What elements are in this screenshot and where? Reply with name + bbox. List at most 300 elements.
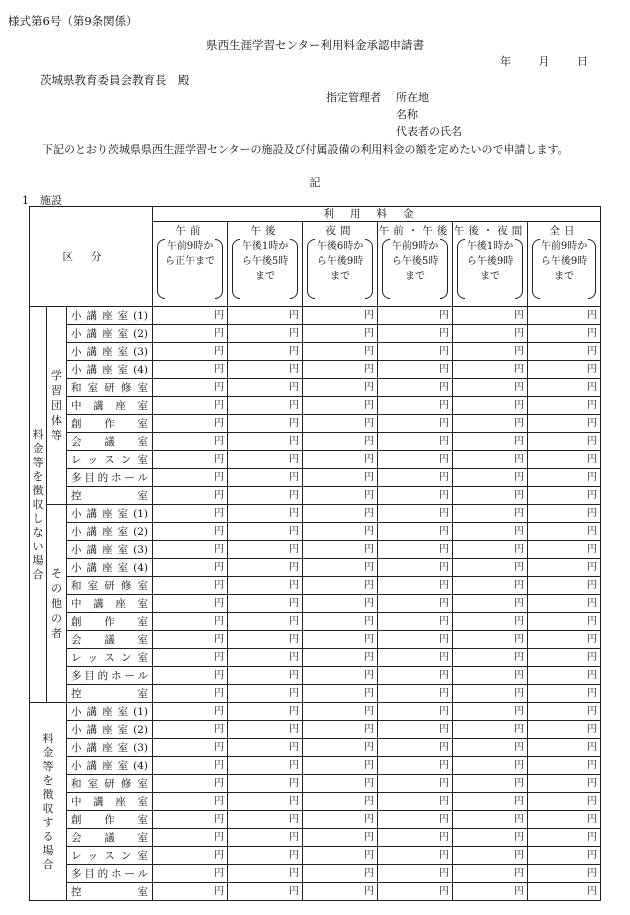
table-row	[30, 343, 601, 361]
fee-cell[interactable]: 円	[528, 469, 601, 487]
fee-cell[interactable]: 円	[528, 505, 601, 523]
fee-cell[interactable]: 円	[153, 667, 228, 685]
fee-cell[interactable]: 円	[303, 577, 378, 595]
room-name: 小講座室(4)	[67, 559, 153, 577]
fee-cell[interactable]: 円	[528, 577, 601, 595]
fee-cell[interactable]: 円	[228, 739, 303, 757]
fee-cell[interactable]: 円	[153, 415, 228, 433]
fee-cell[interactable]: 円	[153, 865, 228, 883]
fee-cell[interactable]: 円	[453, 649, 528, 667]
room-name: 多目的ホール	[67, 469, 153, 487]
table-row	[30, 523, 601, 541]
applicant-name-label: 名称	[396, 108, 418, 121]
fee-cell[interactable]: 円	[528, 433, 601, 451]
table-row	[30, 775, 601, 793]
fee-cell[interactable]: 円	[153, 433, 228, 451]
fee-cell[interactable]: 円	[153, 811, 228, 829]
table-row	[30, 793, 601, 811]
fee-cell[interactable]: 円	[378, 397, 453, 415]
group-label-fee	[30, 703, 67, 901]
fee-cell[interactable]: 円	[303, 793, 378, 811]
subgroup-label-nofee-other	[47, 505, 67, 703]
applicant-representative-label: 代表者の氏名	[396, 125, 462, 138]
fee-cell[interactable]: 円	[378, 613, 453, 631]
fee-cell[interactable]: 円	[453, 397, 528, 415]
fee-cell[interactable]: 円	[528, 739, 601, 757]
fee-cell[interactable]: 円	[228, 577, 303, 595]
fee-cell[interactable]: 円	[153, 775, 228, 793]
table-row	[30, 685, 601, 703]
table-row	[30, 595, 601, 613]
fee-cell[interactable]: 円	[453, 865, 528, 883]
fee-cell[interactable]: 円	[228, 595, 303, 613]
fee-cell[interactable]: 円	[378, 505, 453, 523]
table-row	[30, 451, 601, 469]
fee-cell[interactable]: 円	[453, 469, 528, 487]
fee-cell[interactable]: 円	[228, 721, 303, 739]
fee-cell[interactable]: 円	[228, 523, 303, 541]
table-row	[30, 577, 601, 595]
fee-cell[interactable]: 円	[228, 541, 303, 559]
fee-cell[interactable]: 円	[153, 541, 228, 559]
table-row	[30, 487, 601, 505]
room-name: 和室研修室	[67, 775, 153, 793]
fee-cell[interactable]: 円	[303, 847, 378, 865]
table-row	[30, 739, 601, 757]
period-name: 午後・夜間	[453, 225, 527, 237]
fee-cell[interactable]: 円	[453, 703, 528, 721]
fee-cell[interactable]: 円	[453, 775, 528, 793]
room-name: 和室研修室	[67, 379, 153, 397]
fee-cell[interactable]: 円	[153, 577, 228, 595]
fee-cell[interactable]: 円	[528, 883, 601, 901]
fee-cell[interactable]: 円	[153, 559, 228, 577]
fee-cell[interactable]: 円	[303, 775, 378, 793]
fee-cell[interactable]: 円	[528, 325, 601, 343]
fee-cell[interactable]: 円	[303, 361, 378, 379]
fee-cell[interactable]: 円	[528, 523, 601, 541]
fee-cell[interactable]: 円	[453, 505, 528, 523]
fee-cell[interactable]: 円	[378, 325, 453, 343]
fee-cell[interactable]: 円	[228, 361, 303, 379]
period-time-range: 午前9時から午後9時まで	[532, 239, 596, 299]
table-row	[30, 667, 601, 685]
fee-cell[interactable]: 円	[528, 487, 601, 505]
table-row	[30, 307, 601, 325]
fee-cell[interactable]: 円	[153, 523, 228, 541]
fee-cell[interactable]: 円	[153, 325, 228, 343]
room-name: 小講座室(1)	[67, 307, 153, 325]
period-time-range: 午後1時から午後5時まで	[232, 239, 298, 299]
fee-cell[interactable]: 円	[453, 613, 528, 631]
group-label-no-fee	[30, 307, 47, 703]
fee-cell[interactable]: 円	[303, 703, 378, 721]
fee-cell[interactable]: 円	[453, 685, 528, 703]
fee-cell[interactable]: 円	[303, 487, 378, 505]
fee-cell[interactable]: 円	[228, 559, 303, 577]
table-row	[30, 631, 601, 649]
fee-cell[interactable]: 円	[453, 667, 528, 685]
fee-cell[interactable]: 円	[378, 739, 453, 757]
fee-cell[interactable]: 円	[378, 451, 453, 469]
fee-cell[interactable]: 円	[303, 469, 378, 487]
room-name: 会議室	[67, 829, 153, 847]
fee-cell[interactable]: 円	[378, 703, 453, 721]
fee-cell[interactable]: 円	[228, 631, 303, 649]
fee-cell[interactable]: 円	[153, 487, 228, 505]
fee-cell[interactable]: 円	[453, 811, 528, 829]
fee-cell[interactable]: 円	[453, 757, 528, 775]
fee-cell[interactable]: 円	[378, 577, 453, 595]
date-day: 日	[577, 55, 588, 68]
fee-cell[interactable]: 円	[153, 649, 228, 667]
fee-cell[interactable]: 円	[303, 379, 378, 397]
fee-cell[interactable]: 円	[303, 667, 378, 685]
room-name: 控室	[67, 883, 153, 901]
fee-cell[interactable]: 円	[153, 361, 228, 379]
fee-cell[interactable]: 円	[453, 631, 528, 649]
subgroup-label-nofee-learning-text: 学習団体等	[51, 369, 62, 442]
fee-cell[interactable]: 円	[378, 487, 453, 505]
room-name: 控室	[67, 685, 153, 703]
fee-cell[interactable]: 円	[303, 685, 378, 703]
fee-cell[interactable]: 円	[153, 451, 228, 469]
fee-cell[interactable]: 円	[303, 541, 378, 559]
table-row	[30, 757, 601, 775]
room-name: 多目的ホール	[67, 667, 153, 685]
fee-cell[interactable]: 円	[378, 631, 453, 649]
table-row	[30, 541, 601, 559]
fee-cell[interactable]: 円	[303, 721, 378, 739]
fee-cell[interactable]: 円	[453, 523, 528, 541]
room-name: 小講座室(3)	[67, 343, 153, 361]
fee-cell[interactable]: 円	[153, 685, 228, 703]
fee-cell[interactable]: 円	[228, 613, 303, 631]
fee-cell[interactable]: 円	[378, 307, 453, 325]
fee-cell[interactable]: 円	[453, 343, 528, 361]
table-row	[30, 883, 601, 901]
period-header-1	[153, 222, 228, 307]
fee-cell[interactable]: 円	[453, 541, 528, 559]
fee-cell[interactable]: 円	[528, 829, 601, 847]
fee-cell[interactable]: 円	[228, 451, 303, 469]
period-name: 午後	[250, 225, 280, 237]
fee-cell[interactable]: 円	[228, 847, 303, 865]
category-header: 区分	[30, 207, 153, 307]
fee-cell[interactable]: 円	[228, 775, 303, 793]
fee-cell[interactable]: 円	[303, 307, 378, 325]
fee-cell[interactable]: 円	[153, 739, 228, 757]
fee-cell[interactable]: 円	[378, 721, 453, 739]
fee-cell[interactable]: 円	[228, 487, 303, 505]
fee-cell[interactable]: 円	[303, 451, 378, 469]
fee-cell[interactable]: 円	[153, 847, 228, 865]
fee-cell[interactable]: 円	[528, 721, 601, 739]
fee-cell[interactable]: 円	[228, 703, 303, 721]
subgroup-label-nofee-learning	[47, 307, 67, 505]
fee-cell[interactable]: 円	[453, 847, 528, 865]
fee-cell[interactable]: 円	[228, 379, 303, 397]
fee-cell[interactable]: 円	[228, 343, 303, 361]
room-name: 小講座室(2)	[67, 721, 153, 739]
fee-cell[interactable]: 円	[378, 343, 453, 361]
fee-cell[interactable]: 円	[453, 451, 528, 469]
fee-cell[interactable]: 円	[378, 559, 453, 577]
fee-table	[29, 206, 601, 901]
period-time-range: 午後1時から午後9時まで	[457, 239, 523, 299]
fee-cell[interactable]: 円	[528, 343, 601, 361]
fee-cell[interactable]: 円	[453, 487, 528, 505]
fee-cell[interactable]: 円	[378, 847, 453, 865]
fee-cell[interactable]: 円	[228, 469, 303, 487]
room-name: 小講座室(4)	[67, 361, 153, 379]
table-row	[30, 325, 601, 343]
fee-cell[interactable]: 円	[453, 595, 528, 613]
fee-cell[interactable]: 円	[453, 361, 528, 379]
period-time-range: 午前9時から午後5時まで	[382, 239, 448, 299]
fee-cell[interactable]: 円	[228, 829, 303, 847]
fee-cell[interactable]: 円	[378, 379, 453, 397]
fee-cell[interactable]: 円	[153, 793, 228, 811]
fee-cell[interactable]: 円	[528, 595, 601, 613]
date-month: 月	[538, 55, 550, 68]
fee-cell[interactable]: 円	[228, 793, 303, 811]
applicant-label: 指定管理者	[326, 91, 381, 104]
fee-cell[interactable]: 円	[228, 415, 303, 433]
room-name: 小講座室(2)	[67, 325, 153, 343]
fee-cell[interactable]: 円	[453, 559, 528, 577]
fee-cell[interactable]: 円	[528, 667, 601, 685]
fee-cell[interactable]: 円	[453, 415, 528, 433]
fee-cell[interactable]: 円	[228, 865, 303, 883]
fee-cell[interactable]: 円	[453, 433, 528, 451]
fee-cell[interactable]: 円	[303, 559, 378, 577]
table-row	[30, 703, 601, 721]
room-name: 中講座室	[67, 595, 153, 613]
fee-cell[interactable]: 円	[153, 379, 228, 397]
fee-cell[interactable]: 円	[303, 505, 378, 523]
fee-cell[interactable]: 円	[303, 829, 378, 847]
table-row	[30, 865, 601, 883]
room-name: レッスン室	[67, 451, 153, 469]
fee-cell[interactable]: 円	[378, 757, 453, 775]
fee-cell[interactable]: 円	[228, 307, 303, 325]
period-time-range: 午前9時から正午まで	[157, 239, 223, 299]
fee-cell[interactable]: 円	[453, 307, 528, 325]
fee-cell[interactable]: 円	[453, 793, 528, 811]
room-name: 小講座室(1)	[67, 505, 153, 523]
fee-cell[interactable]: 円	[303, 343, 378, 361]
group-label-fee-text: 料金等を徴収する場合	[42, 731, 54, 871]
fee-cell[interactable]: 円	[303, 415, 378, 433]
fee-cell[interactable]: 円	[228, 667, 303, 685]
table-row	[30, 829, 601, 847]
fee-cell[interactable]: 円	[153, 829, 228, 847]
fee-cell[interactable]: 円	[303, 523, 378, 541]
fee-cell[interactable]: 円	[153, 397, 228, 415]
fee-cell[interactable]: 円	[528, 775, 601, 793]
fee-cell[interactable]: 円	[303, 739, 378, 757]
fee-cell[interactable]: 円	[378, 649, 453, 667]
fee-cell[interactable]: 円	[303, 811, 378, 829]
room-name: 創作室	[67, 613, 153, 631]
room-name: 小講座室(1)	[67, 703, 153, 721]
fee-cell[interactable]: 円	[153, 307, 228, 325]
fee-cell[interactable]: 円	[528, 559, 601, 577]
period-name: 午前・午後	[378, 225, 452, 237]
fee-table-body	[30, 207, 601, 901]
fee-cell[interactable]: 円	[303, 649, 378, 667]
period-header-3	[303, 222, 378, 307]
room-name: レッスン室	[67, 649, 153, 667]
fee-cell[interactable]: 円	[303, 613, 378, 631]
room-name: 創作室	[67, 811, 153, 829]
period-header-2	[228, 222, 303, 307]
table-row	[30, 649, 601, 667]
fee-cell[interactable]: 円	[153, 595, 228, 613]
table-row	[30, 469, 601, 487]
table-row	[30, 361, 601, 379]
table-row	[30, 433, 601, 451]
fee-cell[interactable]: 円	[528, 307, 601, 325]
form-number: 様式第6号（第9条関係）	[8, 14, 138, 28]
fee-cell[interactable]: 円	[153, 883, 228, 901]
fee-cell[interactable]: 円	[228, 883, 303, 901]
table-row	[30, 721, 601, 739]
fee-cell[interactable]: 円	[378, 433, 453, 451]
fee-cell[interactable]: 円	[528, 397, 601, 415]
period-name: 午前	[175, 225, 205, 237]
fee-cell[interactable]: 円	[528, 649, 601, 667]
fee-cell[interactable]: 円	[528, 703, 601, 721]
fee-cell[interactable]: 円	[453, 325, 528, 343]
fee-cell[interactable]: 円	[378, 667, 453, 685]
fee-cell[interactable]: 円	[303, 595, 378, 613]
fee-cell[interactable]: 円	[303, 757, 378, 775]
fee-cell[interactable]: 円	[528, 847, 601, 865]
fee-cell[interactable]: 円	[528, 613, 601, 631]
fee-cell[interactable]: 円	[303, 433, 378, 451]
fee-cell[interactable]: 円	[378, 415, 453, 433]
fee-cell[interactable]: 円	[528, 811, 601, 829]
fee-cell[interactable]: 円	[378, 361, 453, 379]
applicant-address-label: 所在地	[396, 91, 429, 104]
fee-cell[interactable]: 円	[378, 775, 453, 793]
room-name: 中講座室	[67, 793, 153, 811]
fee-cell[interactable]: 円	[153, 613, 228, 631]
fee-cell[interactable]: 円	[528, 415, 601, 433]
document-title: 県西生涯学習センター利用料金承認申請書	[205, 38, 425, 52]
fee-cell[interactable]: 円	[528, 631, 601, 649]
room-name: 和室研修室	[67, 577, 153, 595]
addressee: 茨城県教育委員会教育長 殿	[40, 73, 190, 87]
fee-cell[interactable]: 円	[453, 721, 528, 739]
fee-cell[interactable]: 円	[378, 865, 453, 883]
room-name: 創作室	[67, 415, 153, 433]
fee-cell[interactable]: 円	[453, 577, 528, 595]
fee-cell[interactable]: 円	[378, 595, 453, 613]
fee-cell[interactable]: 円	[453, 829, 528, 847]
fee-cell[interactable]: 円	[228, 325, 303, 343]
table-row	[30, 613, 601, 631]
fee-cell[interactable]: 円	[528, 685, 601, 703]
fee-cell[interactable]: 円	[153, 469, 228, 487]
period-header-6	[528, 222, 601, 307]
fee-cell[interactable]: 円	[303, 397, 378, 415]
subgroup-label-nofee-other-text: その他の者	[51, 567, 62, 640]
fee-cell[interactable]: 円	[228, 811, 303, 829]
section-heading: 1 施設	[22, 194, 62, 207]
fee-cell[interactable]: 円	[453, 883, 528, 901]
fee-cell[interactable]: 円	[378, 469, 453, 487]
period-name: 全日	[549, 225, 579, 237]
body-text: 下記のとおり茨城県県西生涯学習センターの施設及び付属設備の利用料金の額を定めたいので申請します。	[42, 143, 569, 156]
fee-cell[interactable]: 円	[453, 379, 528, 397]
fee-cell[interactable]: 円	[303, 883, 378, 901]
fee-cell[interactable]: 円	[303, 865, 378, 883]
fee-cell[interactable]: 円	[228, 433, 303, 451]
fee-cell[interactable]: 円	[528, 451, 601, 469]
fee-cell[interactable]: 円	[153, 721, 228, 739]
fee-cell[interactable]: 円	[378, 883, 453, 901]
fee-cell[interactable]: 円	[378, 685, 453, 703]
fee-cell[interactable]: 円	[528, 541, 601, 559]
fee-cell[interactable]: 円	[378, 541, 453, 559]
group-label-no-fee-text: 料金等を徴収しない場合	[32, 427, 44, 581]
fee-cell[interactable]: 円	[378, 523, 453, 541]
period-time-range: 午後6時から午後9時まで	[307, 239, 373, 299]
room-name: 控室	[67, 487, 153, 505]
period-name: 夜間	[325, 225, 355, 237]
fee-cell[interactable]: 円	[153, 703, 228, 721]
table-row	[30, 505, 601, 523]
fee-cell[interactable]: 円	[303, 631, 378, 649]
room-name: 小講座室(3)	[67, 739, 153, 757]
fee-cell[interactable]: 円	[153, 631, 228, 649]
period-header-4	[378, 222, 453, 307]
table-row	[30, 379, 601, 397]
fee-cell[interactable]: 円	[528, 757, 601, 775]
fee-cell[interactable]: 円	[378, 829, 453, 847]
room-name: レッスン室	[67, 847, 153, 865]
fee-cell[interactable]: 円	[528, 361, 601, 379]
date-line	[476, 55, 588, 69]
fee-cell[interactable]: 円	[228, 649, 303, 667]
ki-marker: 記	[309, 176, 321, 189]
fee-cell[interactable]: 円	[528, 865, 601, 883]
period-header-5	[453, 222, 528, 307]
fee-cell[interactable]: 円	[228, 397, 303, 415]
fee-cell[interactable]: 円	[528, 379, 601, 397]
fee-cell[interactable]: 円	[228, 757, 303, 775]
fee-cell[interactable]: 円	[153, 505, 228, 523]
fee-cell[interactable]: 円	[528, 793, 601, 811]
fee-cell[interactable]: 円	[153, 343, 228, 361]
fee-cell[interactable]: 円	[153, 757, 228, 775]
room-name: 多目的ホール	[67, 865, 153, 883]
room-name: 小講座室(4)	[67, 757, 153, 775]
room-name: 小講座室(2)	[67, 523, 153, 541]
fee-cell[interactable]: 円	[228, 505, 303, 523]
fee-cell[interactable]: 円	[378, 811, 453, 829]
fee-cell[interactable]: 円	[453, 739, 528, 757]
room-name: 中講座室	[67, 397, 153, 415]
table-row	[30, 397, 601, 415]
fee-cell[interactable]: 円	[228, 685, 303, 703]
date-year: 年	[500, 55, 511, 68]
fee-cell[interactable]: 円	[303, 325, 378, 343]
fee-cell[interactable]: 円	[378, 793, 453, 811]
